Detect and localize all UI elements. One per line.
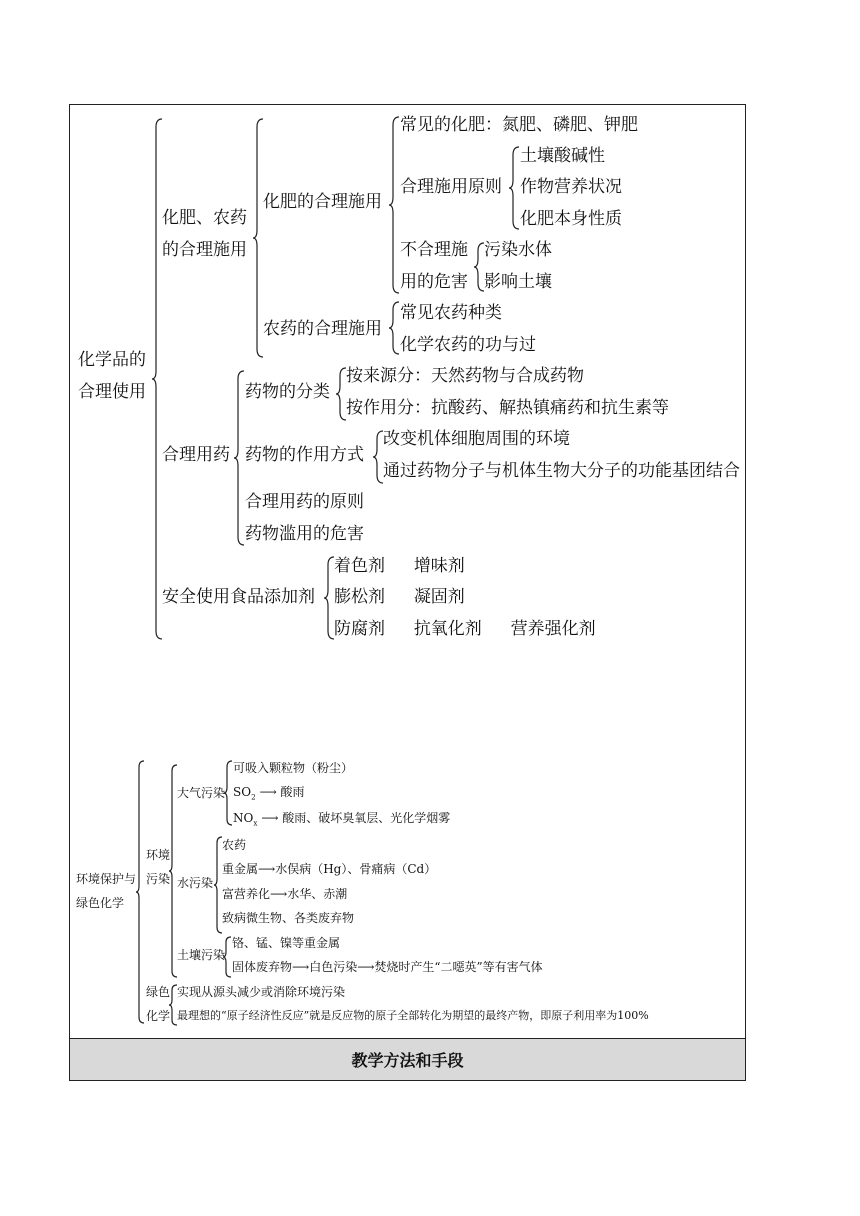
so2-formula: SO [233,785,252,799]
water-pesticides: 农药 [222,838,247,852]
common-fertilizers: 常见的化肥：氮肥、磷肥、钾肥 [400,115,638,135]
label-medicine: 合理用药 [162,445,230,465]
additive-row-1 [334,558,465,575]
drug-principle: 合理用药的原则 [245,492,364,512]
drug-abuse: 药物滥用的危害 [245,524,364,544]
pesticide-pros-cons: 化学农药的功与过 [400,335,536,355]
env-root-line1: 环境保护与 [76,872,137,886]
label-principles: 合理施用原则 [400,177,502,197]
water-heavy-metals: 重金属⟶水俣病（Hg）、骨痛病（Cd） [222,862,437,876]
green-chem-line2: 化学 [146,1009,171,1023]
principle-crop-nutrition: 作物营养状况 [520,177,622,197]
soil-solid-waste: 固体废弃物⟶白色污染⟶焚烧时产生“二噁英”等有害气体 [232,960,543,974]
label-fertilizer-use: 化肥的合理施用 [263,192,382,212]
additive-preservative: 防腐剂 [334,619,385,639]
so2-effect: 酸雨 [280,785,305,799]
principle-fertilizer-nature: 化肥本身性质 [520,209,622,229]
water-pathogens: 致病微生物、各类废弃物 [222,911,355,925]
label-misuse-2: 用的危害 [400,272,468,292]
drug-class-source: 按来源分：天然药物与合成药物 [346,366,584,386]
root-label-line2: 合理使用 [78,382,146,402]
env-pollution-line1: 环境 [146,848,171,862]
root-label-line1: 化学品的 [78,350,146,370]
additive-colorant: 着色剂 [334,556,385,576]
green-atom-economy: 最理想的“原子经济性反应”就是反应物的原子全部转化为期望的最终产物，即原子利用率为100% [177,1009,649,1022]
nox-effect: 酸雨、破坏臭氧层、光化学烟雾 [282,811,451,825]
green-chem-line1: 绿色 [146,985,171,999]
env-pollution-line2: 污染 [146,872,171,886]
nox-subscript: x [253,818,258,828]
brace-fertilizer-use [389,117,401,293]
water-eutrophication: 富营养化⟶水华、赤潮 [222,887,348,901]
label-fertilizer-pesticide-1: 化肥、农药 [162,208,247,228]
air-nox-row [233,812,450,827]
additive-row-2 [334,589,465,606]
misuse-soil: 影响土壤 [484,272,552,292]
soil-heavy-metals: 铬、锰、镍等重金属 [232,936,341,950]
additive-fortifier: 营养强化剂 [510,619,596,639]
label-fertilizer-pesticide-2: 的合理施用 [162,240,247,260]
label-drug-class: 药物的分类 [245,382,330,402]
label-water-pollution: 水污染 [177,876,214,890]
brace-root [152,119,164,639]
arrow-icon: ⟶ [259,785,277,799]
so2-subscript: 2 [251,792,256,802]
content-frame [69,104,746,1081]
nox-formula: NO [233,811,254,825]
additive-leavening: 膨松剂 [334,587,385,607]
teaching-methods-label: 教学方法和手段 [351,1051,464,1070]
label-food-additives: 安全使用食品添加剂 [162,587,315,607]
drug-action-binding: 通过药物分子与机体生物大分子的功能基团结合 [383,461,740,481]
label-pesticide-use: 农药的合理施用 [263,319,382,339]
air-particulates: 可吸入颗粒物（粉尘） [233,761,354,775]
additive-coagulant: 凝固剂 [413,587,465,607]
additive-flavor-enhancer: 增味剂 [413,556,465,576]
drug-class-effect: 按作用分：抗酸药、解热镇痛药和抗生素等 [346,398,669,418]
label-drug-action: 药物的作用方式 [245,445,364,465]
drug-action-environment: 改变机体细胞周围的环境 [383,429,570,449]
env-root-line2: 绿色化学 [76,896,125,910]
green-source-reduction: 实现从源头减少或消除环境污染 [177,985,346,999]
label-misuse-1: 不合理施 [400,240,468,260]
pesticide-types: 常见农药种类 [400,303,502,323]
air-so2-row [233,786,305,801]
principle-soil-acidity: 土壤酸碱性 [520,146,605,166]
additive-row-3 [334,621,596,638]
label-soil-pollution: 土壤污染 [177,948,226,962]
additive-antioxidant: 抗氧化剂 [413,619,482,639]
brace-env-root [136,761,146,1023]
arrow-icon: ⟶ [261,811,279,825]
misuse-water: 污染水体 [484,240,552,260]
teaching-methods-header [70,1038,745,1080]
label-air-pollution: 大气污染 [177,786,226,800]
